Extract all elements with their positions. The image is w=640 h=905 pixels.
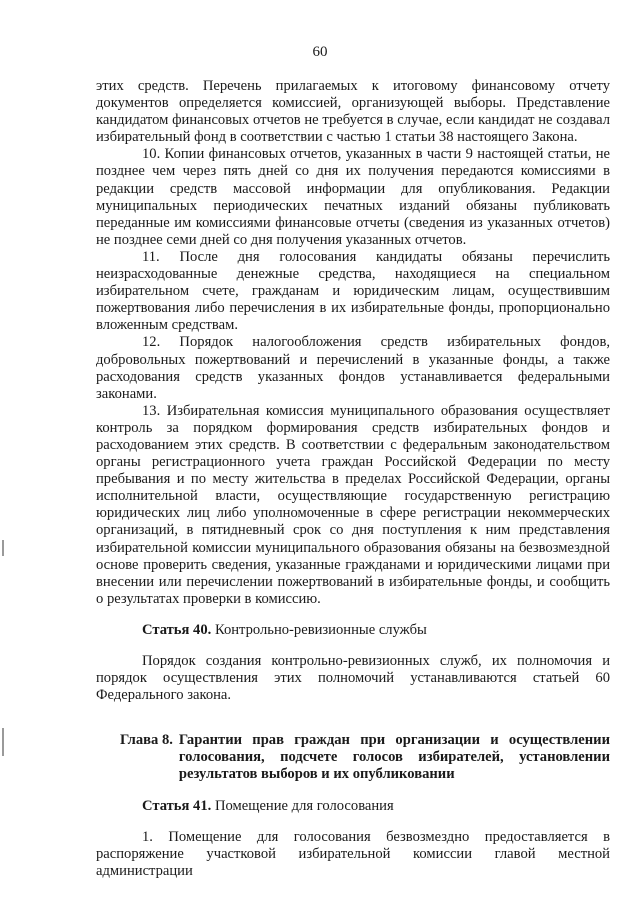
scan-artifact-mark bbox=[2, 728, 4, 756]
article-41-text: 1. Помещение для голосования безвозмездно предоставляется в распоряжение участковой избирательной комиссии главой местной администрации bbox=[96, 828, 610, 879]
paragraph-12: 12. Порядок налогообложения средств избирательных фондов, добровольных пожертвований и перечислений в указанные фонды, а также расходования средств указанных фондов устанавливается федеральными законами. bbox=[96, 334, 610, 402]
article-41-title: Помещение для голосования bbox=[211, 797, 394, 814]
article-40-title: Контрольно-ревизионные службы bbox=[211, 621, 427, 638]
page-number: 60 bbox=[312, 44, 328, 60]
paragraph-11: 11. После дня голосования кандидаты обязаны перечислить неизрасходованные денежные средства, находящиеся на специальном избирательном счете, гражданам и юридическим лицам, осуществившим пожертвования либо перечисления в их избирательные фонды, пропорционально вложенным средствам. bbox=[96, 248, 610, 334]
paragraph-10: 10. Копии финансовых отчетов, указанных в части 9 настоящей статьи, не позднее чем через пять дней со дня их получения передаются комиссиями в редакции средств массовой информации для опубликования. Редакции муниципальных периодических печатных изданий обязаны публиковать переданные им комиссиями финансовые отчеты (сведения из указанных отчетов) не позднее семи дней со дня получения указанных отчетов. bbox=[96, 146, 610, 248]
article-40-label: Статья 40. bbox=[142, 621, 212, 638]
article-40-heading bbox=[96, 622, 610, 639]
document-body bbox=[96, 78, 610, 880]
article-40-text: Порядок создания контрольно-ревизионных служб, их полномочия и порядок осуществления этих полномочий устанавливаются статьей 60 Федерального закона. bbox=[96, 653, 610, 704]
article-41-heading bbox=[96, 798, 610, 815]
paragraph-continuation: этих средств. Перечень прилагаемых к итоговому финансовому отчету документов определяется комиссией, организующей выборы. Представление кандидатом финансовых отчетов не требуется в случае, если кандидат не создавал избирательный фонд в соответствии с частью 1 статьи 38 настоящего Закона. bbox=[96, 78, 610, 146]
scan-artifact-mark bbox=[2, 540, 4, 556]
article-41-label: Статья 41. bbox=[142, 797, 212, 814]
chapter-8-heading bbox=[96, 732, 610, 783]
chapter-8-label: Глава 8. bbox=[120, 732, 173, 749]
paragraph-13: 13. Избирательная комиссия муниципального образования осуществляет контроль за порядком формирования средств избирательных фондов и расходованием этих средств. В соответствии с федеральным законодательством органы регистрационного учета граждан Российской Федерации по месту пребывания и по месту жительства в пределах Российской Федерации, органы исполнительной власти, осуществляющие государственную регистрацию юридических лиц либо уполномоченные в сфере регистрации некоммерческих организаций, в пятидневный срок со дня поступления к ним представления избирательной комиссии муниципального образования обязаны на безвозмездной основе проверить сведения, указанные гражданами и юридическими лицами при внесении или перечислении пожертвований в избирательные фонды, и сообщить о результатах проверки в комиссию. bbox=[96, 402, 610, 607]
chapter-8-title: Гарантии прав граждан при организации и осуществлении голосования, подсчете голосов избирателей, установлении результатов выборов и их опубликовании bbox=[178, 732, 610, 783]
